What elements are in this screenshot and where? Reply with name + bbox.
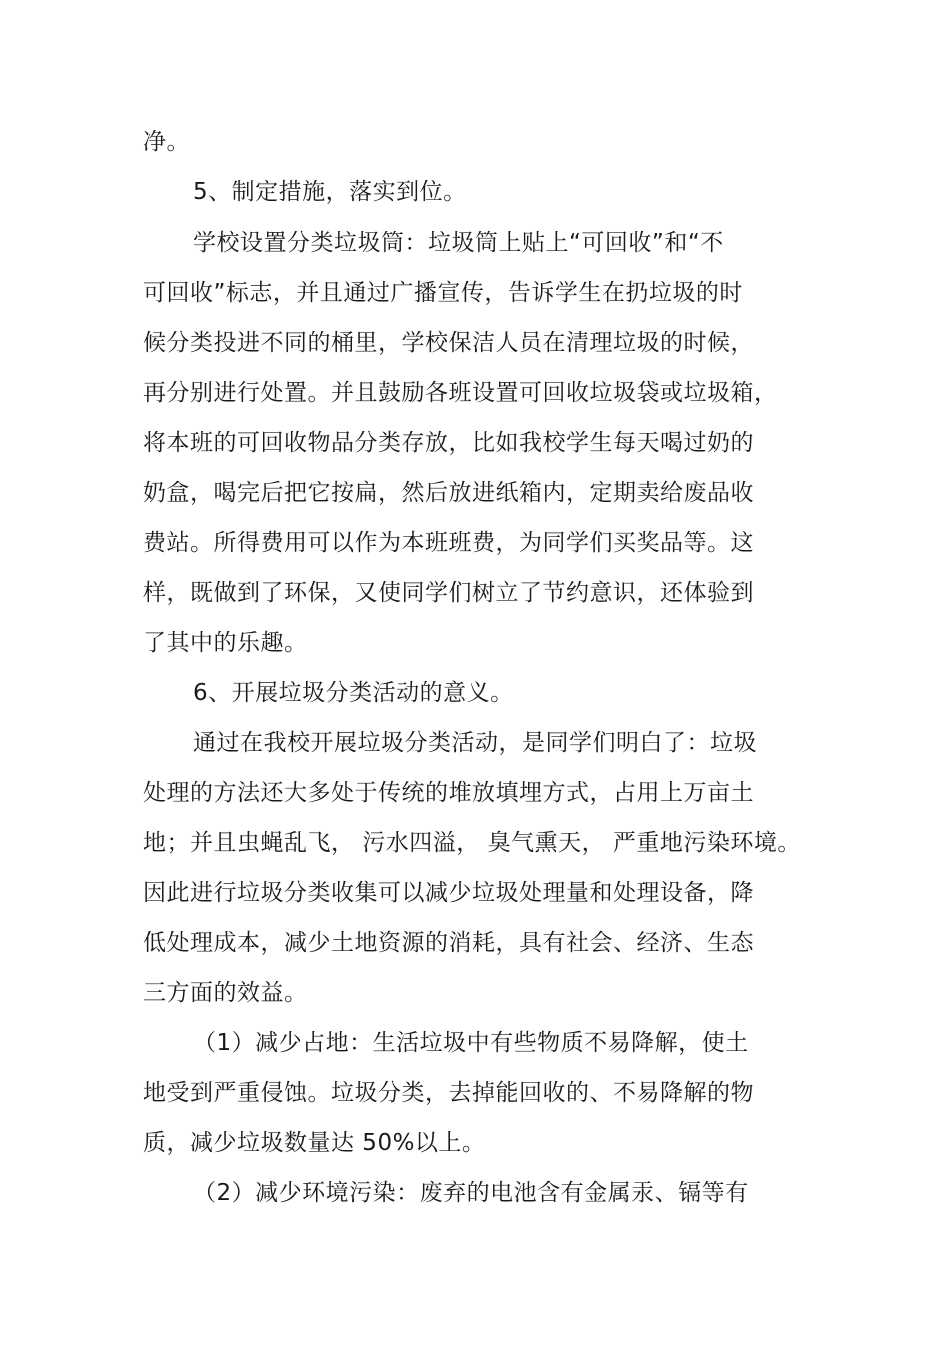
text-line: 学校设置分类垃圾筒：垃圾筒上贴上“可回收”和“不 bbox=[193, 230, 724, 256]
text-line: 了其中的乐趣。 bbox=[143, 630, 308, 656]
text-line: 样，既做到了环保，又使同学们树立了节约意识，还体验到 bbox=[143, 580, 754, 606]
section-heading: 6、开展垃圾分类活动的意义。 bbox=[193, 680, 514, 706]
text-line: 处理的方法还大多处于传统的堆放填埋方式，占用上万亩土 bbox=[143, 780, 754, 806]
section-heading: 5、制定措施，落实到位。 bbox=[193, 179, 467, 205]
text-line: 净。 bbox=[143, 129, 190, 155]
list-item-heading: （1）减少占地：生活垃圾中有些物质不易降解，使土 bbox=[193, 1030, 749, 1056]
list-item-heading: （2）减少环境污染：废弃的电池含有金属汞、镉等有 bbox=[193, 1180, 749, 1206]
text-line: 奶盒，喝完后把它按扁，然后放进纸箱内，定期卖给废品收 bbox=[143, 480, 754, 506]
text-line: 费站。所得费用可以作为本班班费，为同学们买奖品等。这 bbox=[143, 530, 754, 556]
text-line: 将本班的可回收物品分类存放，比如我校学生每天喝过奶的 bbox=[143, 430, 754, 456]
text-line: 低处理成本，减少土地资源的消耗，具有社会、经济、生态 bbox=[143, 930, 754, 956]
text-line: 再分别进行处置。并且鼓励各班设置可回收垃圾袋或垃圾箱， bbox=[143, 380, 778, 406]
text-line: 候分类投进不同的桶里，学校保洁人员在清理垃圾的时候， bbox=[143, 330, 754, 356]
text-line: 地受到严重侵蚀。垃圾分类，去掉能回收的、不易降解的物 bbox=[143, 1080, 754, 1106]
text-line: 三方面的效益。 bbox=[143, 980, 308, 1006]
text-line: 因此进行垃圾分类收集可以减少垃圾处理量和处理设备，降 bbox=[143, 880, 754, 906]
text-line: 通过在我校开展垃圾分类活动，是同学们明白了：垃圾 bbox=[193, 730, 757, 756]
text-line: 质，减少垃圾数量达 50%以上。 bbox=[143, 1130, 486, 1156]
text-line: 地；并且虫蝇乱飞， 污水四溢， 臭气熏天， 严重地污染环境。 bbox=[143, 830, 801, 856]
text-line: 可回收”标志，并且通过广播宣传，告诉学生在扔垃圾的时 bbox=[143, 280, 743, 306]
